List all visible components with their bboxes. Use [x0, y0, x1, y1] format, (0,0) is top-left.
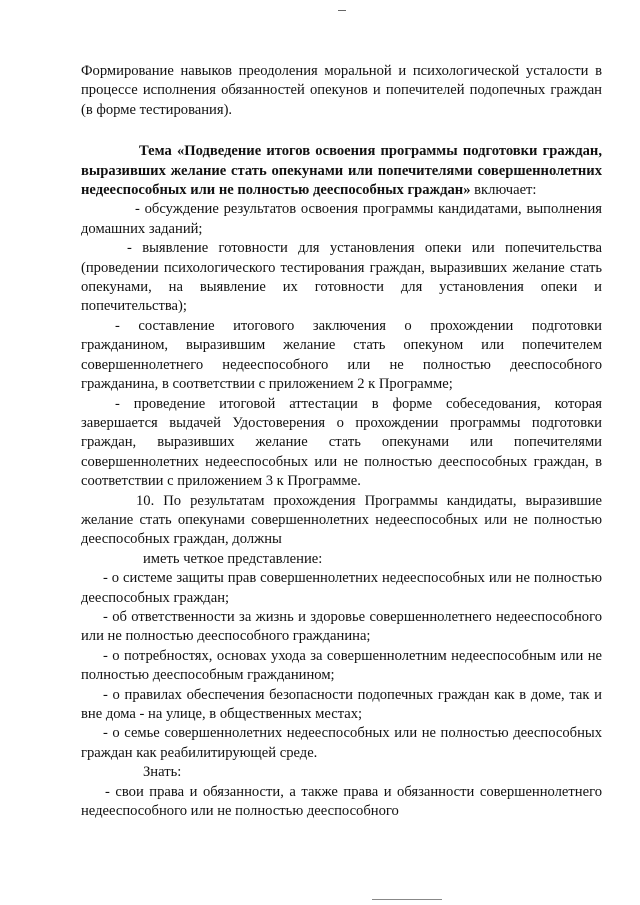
list-item-responsibility: - об ответственности за жизнь и здоровье совершеннолетнего недееспособного или не полностью дееспособного гражданина; [81, 608, 602, 645]
scan-artifact [372, 899, 442, 900]
list-item-safety: - о правилах обеспечения безопасности подопечных граждан как в доме, так и вне дома - на улице, в общественных местах; [81, 686, 602, 722]
topic-title: Тема «Подведение итогов освоения программы подготовки граждан, выразивших желание стать опекунами или попечителями совершеннолетних недееспособных или не полностью дееспособных граждан» [81, 143, 602, 199]
paragraph-results: 10. По результатам прохождения Программы кандидаты, выразившие желание стать опекунами совершеннолетних недееспособных или не полностью дееспособных граждан, должны [81, 492, 602, 548]
list-item-attestation: - проведение итоговой аттестации в форме собеседования, которая завершается выдачей Удостоверения о прохождении программы подготовки граждан, выразивших желание стать опекунами или попечителями совершеннолетних недееспособных или не полностью дееспособных граждан, в соответствии с приложением 3 к Программе. [81, 395, 602, 490]
document-body [81, 62, 602, 821]
paragraph-topic-summary [81, 142, 602, 200]
paragraph-skills: Формирование навыков преодоления моральной и психологической усталости в процессе исполнения обязанностей опекунов и попечителей подопечных граждан (в форме тестирования). [81, 63, 602, 118]
paragraph-know: Знать: [143, 764, 182, 781]
topic-includes: включает: [470, 182, 537, 199]
page-top-mark [338, 10, 346, 11]
list-item-discussion: - обсуждение результатов освоения программы кандидатами, выполнения домашних заданий; [81, 201, 602, 237]
list-item-family: - о семье совершеннолетних недееспособных или не полностью дееспособных граждан как реабилитирующей среде. [81, 725, 602, 761]
list-item-rights: - свои права и обязанности, а также права и обязанности совершеннолетнего недееспособного или не полностью дееспособного [81, 783, 602, 820]
list-item-readiness: - выявление готовности для установления опеки или попечительства (проведении психологического тестирования граждан, выразивших желание стать опекунами, на выявление их готовности для установления опеки и попечительства); [81, 240, 602, 315]
list-item-conclusion: - составление итогового заключения о прохождении подготовки гражданином, выразившим желание стать опекуном или попечителем совершеннолетнего недееспособного или не полностью дееспособного гражданина, в соответствии с приложением 2 к Программе; [81, 317, 602, 393]
paragraph-understanding: иметь четкое представление: [143, 550, 323, 567]
list-item-protection: - о системе защиты прав совершеннолетних недееспособных или не полностью дееспособных граждан; [81, 570, 602, 606]
list-item-needs: - о потребностях, основах ухода за совершеннолетним недееспособным или не полностью дееспособным гражданином; [81, 647, 602, 684]
